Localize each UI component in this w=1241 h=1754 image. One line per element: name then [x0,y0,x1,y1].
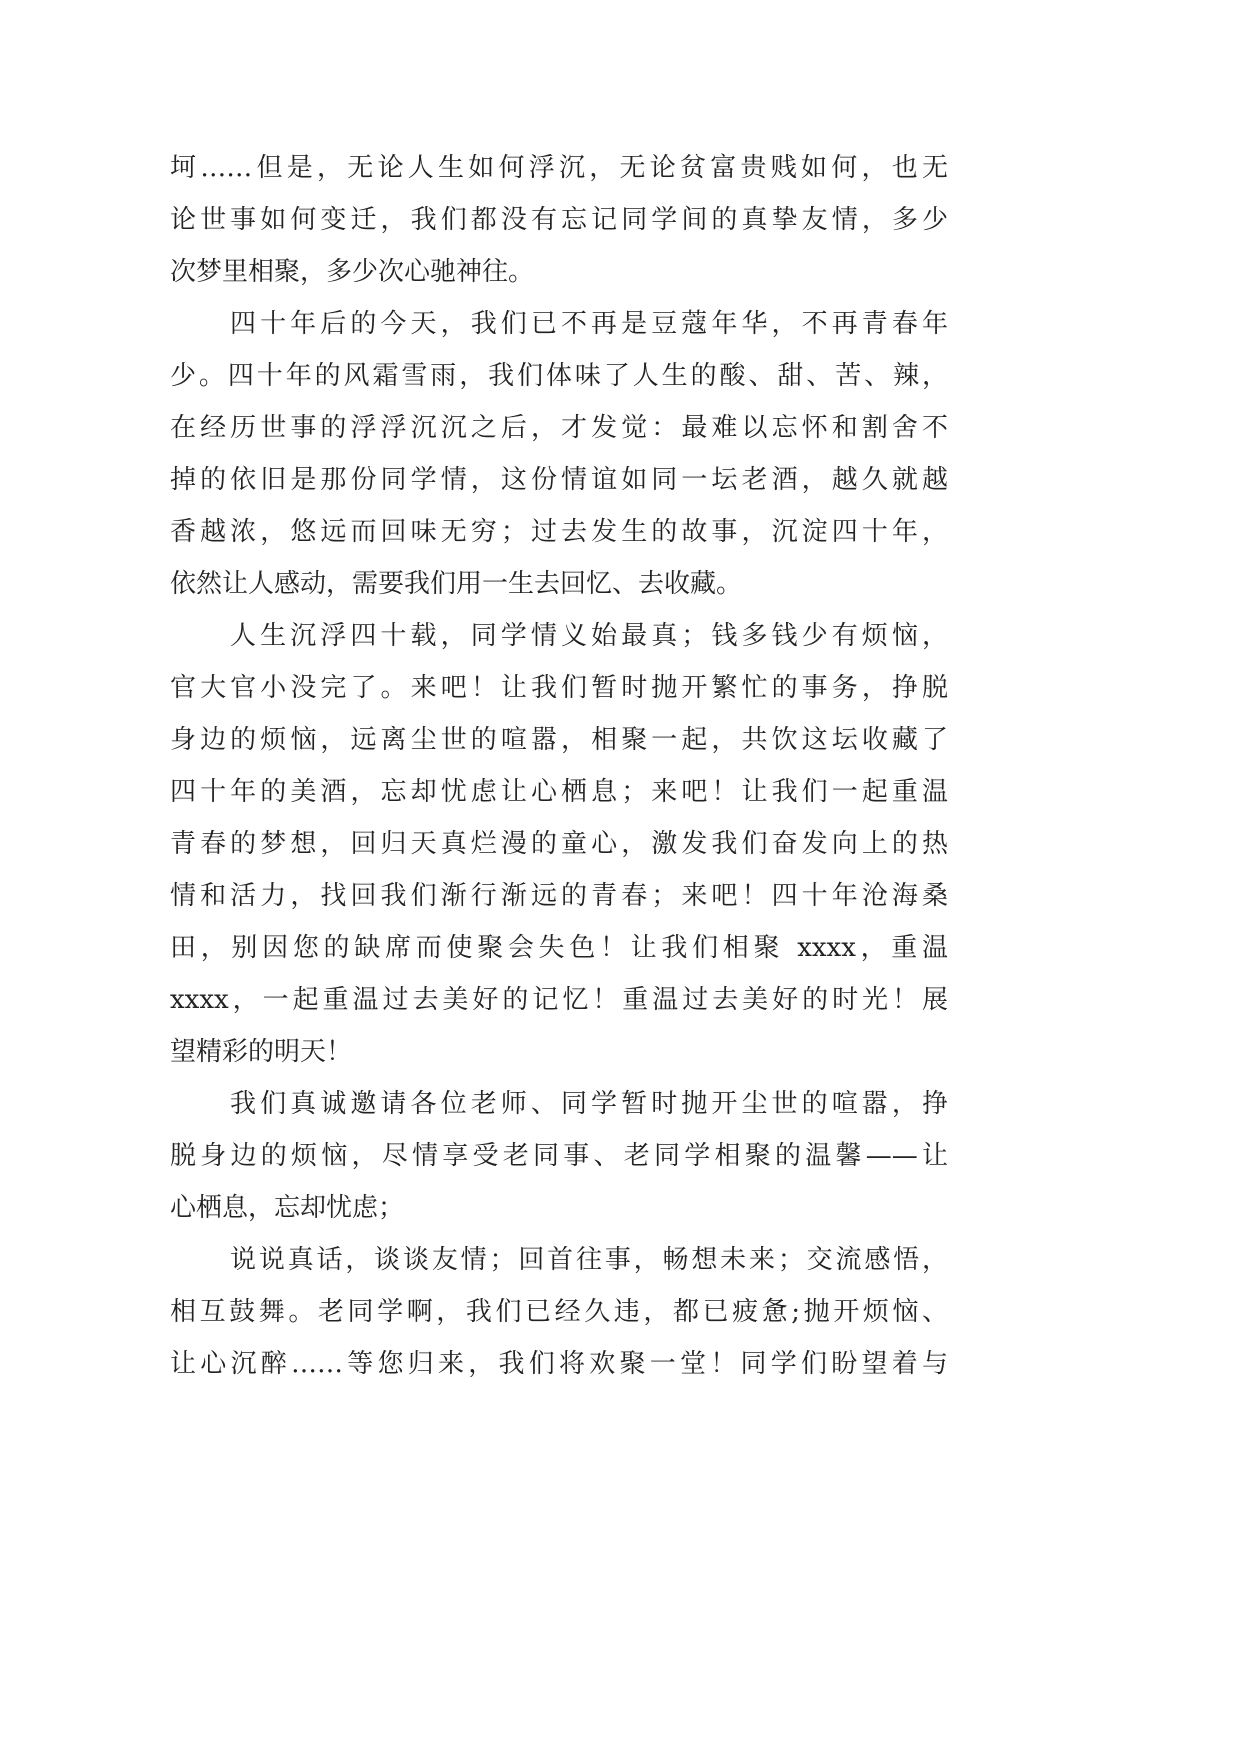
text-line: 依然让人感动，需要我们用一生去回忆、去收藏。 [170,569,743,599]
text-line: 情和活力，找回我们渐行渐远的青春；来吧！四十年沧海桑 [170,881,948,911]
paragraph-2 [170,298,948,610]
text-line: 香越浓，悠远而回味无穷；过去发生的故事，沉淀四十年， [170,517,948,547]
text-line: 说说真话，谈谈友情；回首往事，畅想未来；交流感悟， [230,1245,948,1275]
text-line: 四十年后的今天，我们已不再是豆蔻年华，不再青春年 [230,309,948,339]
text-line: 田，别因您的缺席而使聚会失色！让我们相聚 xxxx，重温 [170,933,948,963]
paragraph-1 [170,142,948,298]
text-line: 人生沉浮四十载，同学情义始最真；钱多钱少有烦恼， [230,621,948,651]
text-line: 论世事如何变迁，我们都没有忘记同学间的真挚友情，多少 [170,205,948,235]
text-line: 官大官小没完了。来吧！让我们暂时抛开繁忙的事务，挣脱 [170,673,948,703]
text-line: xxxx，一起重温过去美好的记忆！重温过去美好的时光！展 [170,985,948,1015]
text-line: 相互鼓舞。老同学啊，我们已经久违，都已疲惫;抛开烦恼、 [170,1297,948,1327]
text-line: 身边的烦恼，远离尘世的喧嚣，相聚一起，共饮这坛收藏了 [170,725,948,755]
text-line: 望精彩的明天！ [170,1037,353,1067]
paragraph-5 [170,1234,948,1390]
paragraph-3 [170,610,948,1078]
text-line: 让心沉醉……等您归来，我们将欢聚一堂！同学们盼望着与 [170,1349,948,1379]
paragraph-4 [170,1078,948,1234]
text-line: 脱身边的烦恼，尽情享受老同事、老同学相聚的温馨——让 [170,1141,948,1171]
text-line: 少。四十年的风霜雪雨，我们体味了人生的酸、甜、苦、辣， [170,361,948,391]
text-line: 心栖息，忘却忧虑； [170,1193,405,1223]
text-line: 四十年的美酒，忘却忧虑让心栖息；来吧！让我们一起重温 [170,777,948,807]
text-line: 青春的梦想，回归天真烂漫的童心，激发我们奋发向上的热 [170,829,948,859]
text-line: 次梦里相聚，多少次心驰神往。 [170,257,535,287]
text-line: 掉的依旧是那份同学情，这份情谊如同一坛老酒，越久就越 [170,465,948,495]
body-text [170,142,948,1390]
text-line: 我们真诚邀请各位老师、同学暂时抛开尘世的喧嚣，挣 [230,1089,948,1119]
text-line: 在经历世事的浮浮沉沉之后，才发觉：最难以忘怀和割舍不 [170,413,948,443]
text-line: 坷……但是，无论人生如何浮沉，无论贫富贵贱如何，也无 [170,153,948,183]
